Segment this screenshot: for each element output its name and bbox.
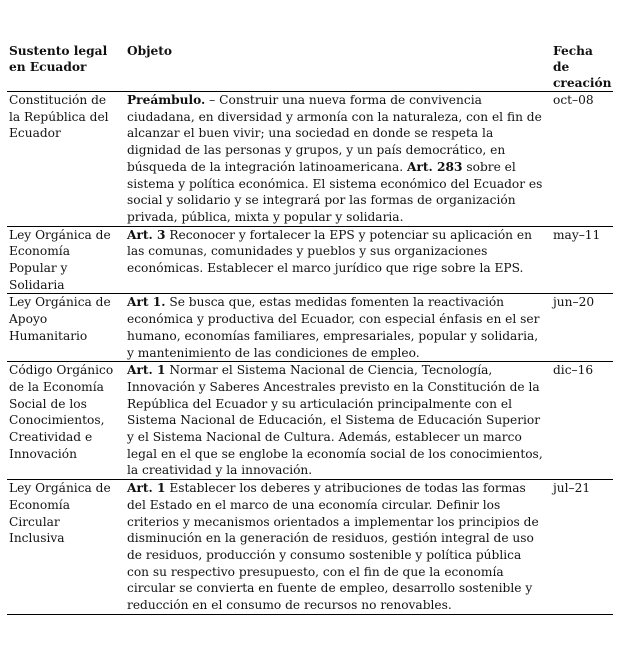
header-date: Fecha de creación [547,41,613,92]
article-ref: Art 1. [127,295,166,310]
table-row [7,294,613,362]
object-cell [121,226,547,294]
object-cell [121,92,547,227]
date-cell: jun–20 [547,294,613,362]
article-ref: Art. 283 [407,159,463,174]
article-ref: Art. 3 [127,227,166,242]
law-cell: Código Orgánico de la Economía Social de los Conocimientos, Creatividad e Innovación [7,362,121,480]
date-cell: dic–16 [547,362,613,480]
date-cell: may–11 [547,226,613,294]
law-cell: Constitución de la República del Ecuador [7,92,121,227]
table-row [7,92,613,227]
legal-framework-table [7,41,613,615]
table-row [7,480,613,615]
header-row [7,41,613,92]
header-law: Sustento legal en Ecuador [7,41,121,92]
law-cell: Ley Orgánica de Economía Circular Inclusiva [7,480,121,615]
article-ref: Preámbulo. [127,93,206,107]
object-text: Normar el Sistema Nacional de Ciencia, Tecnología, Innovación y Saberes Ancestrales previsto en la Constitución de la República del Ecuador y su articulación principalmente con el Sistema Nacional de Educación, el Sistema de Educación Superior y el Sistema Nacional de Cultura. Además, establecer un marco legal en el que se englobe la economía social de los conocimientos, la creatividad y la innovación. [127,363,543,478]
object-text: Reconocer y fortalecer la EPS y potenciar su aplicación en las comunas, comunidades y pueblos y sus organizaciones económicas. Establecer el marco jurídico que rige sobre la EPS. [127,227,532,276]
law-cell: Ley Orgánica de Economía Popular y Solidaria [7,226,121,294]
date-cell: jul–21 [547,480,613,615]
law-cell: Ley Orgánica de Apoyo Humanitario [7,294,121,362]
object-text: – Construir una nueva forma de convivencia ciudadana, en diversidad y armonía con la naturaleza, con el fin de alcanzar el buen vivir; una sociedad en donde se respeta la dignidad de las personas y grupos, y un país democrático, en búsqueda de la integración latinoamericana. [127,93,542,174]
article-ref: Art. 1 [127,481,166,496]
article-ref: Art. 1 [127,363,166,378]
object-text: Establecer los deberes y atribuciones de todas las formas del Estado en el marco de una economía circular. Definir los criterios y mecanismos orientados a implementar los principios de disminución en la generación de residuos, gestión integral de uso de residuos, producción y consumo sostenible y política pública con su respectivo presupuesto, con el fin de que la economía circular se convierta en fuente de empleo, desarrollo sostenible y reducción en el consumo de recursos no renovables. [127,481,539,613]
object-cell [121,294,547,362]
object-text: Se busca que, estas medidas fomenten la reactivación económica y productiva del Ecuador, con especial énfasis en el ser humano, economías familiares, empresariales, popular y solidaria, y mantenimiento de las condiciones de empleo. [127,295,540,360]
legal-framework-table-container [7,41,613,615]
date-cell: oct–08 [547,92,613,227]
table-row [7,362,613,480]
header-object: Objeto [121,41,547,92]
object-cell [121,480,547,615]
object-text: sobre el sistema y política económica. El sistema económico del Ecuador es social y solidario y se integrará por las formas de organización privada, pública, mixta y popular y solidaria. [127,159,543,224]
object-cell [121,362,547,480]
table-row [7,226,613,294]
